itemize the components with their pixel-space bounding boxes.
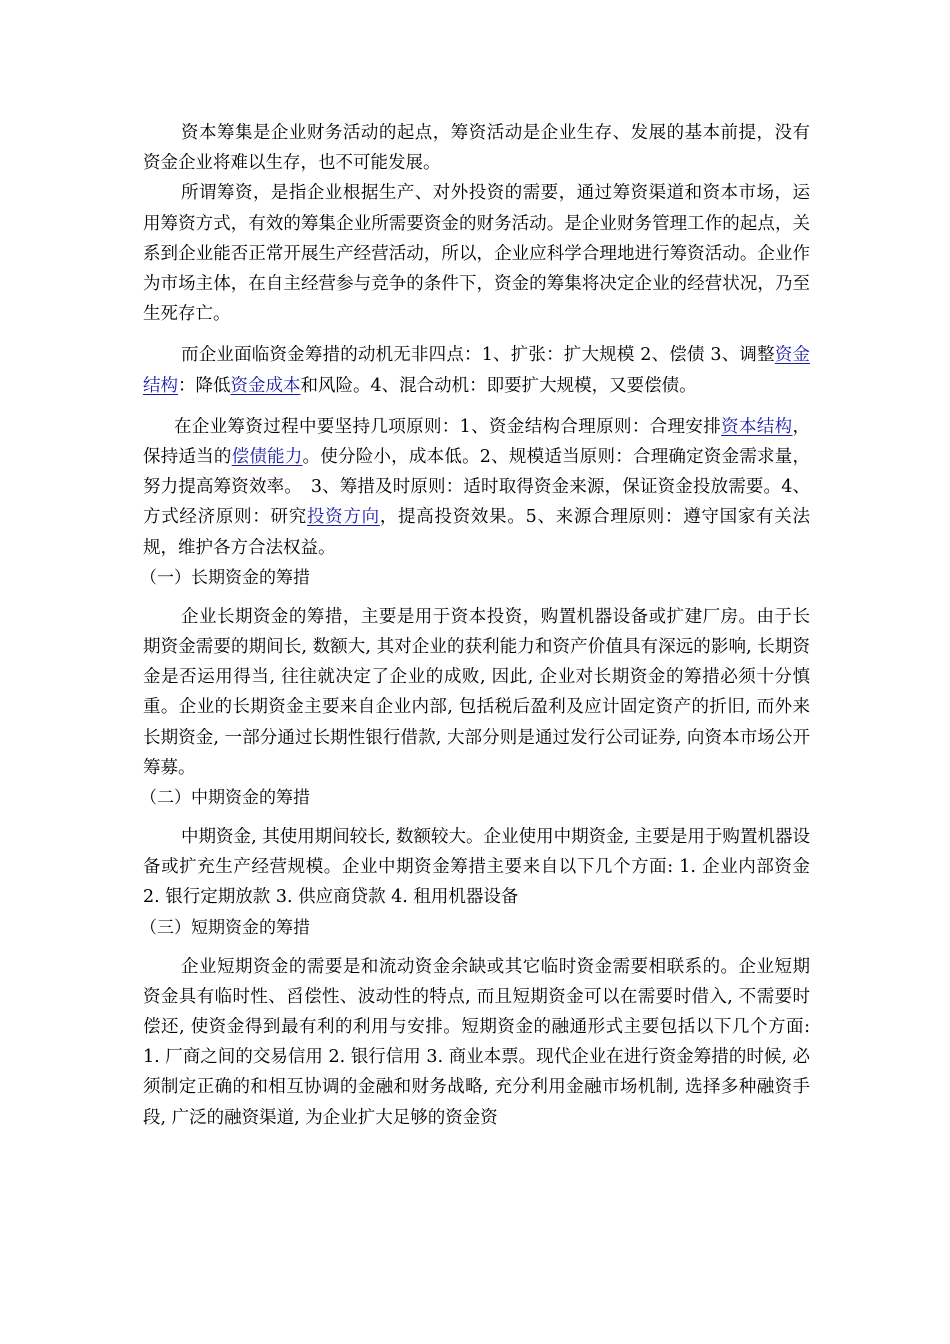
document-body <box>140 118 811 1133</box>
paragraph-long-term: 企业长期资金的筹措，主要是用于资本投资，购置机器设备或扩建厂房。由于长期资金需要的期间长, 数额大, 其对企业的获利能力和资产价值具有深远的影响, 长期资金是否运用得当, 往往就决定了企业的成败, 因此, 企业对长期资金的筹措必须十分慎重。企业的长期资金主要来自企业内部, 包括税后盈利及应计固定资产的折旧, 而外来长期资金, 一部分通过长期性银行借款, 大部分则是通过发行公司证券, 向资本市场公开筹募。 <box>143 606 810 778</box>
motives-text-2: ：降低 <box>178 375 231 396</box>
paragraph-motives <box>143 340 810 400</box>
link-solvency[interactable]: 偿债能力 <box>231 447 303 468</box>
paragraph-principles <box>143 412 810 563</box>
paragraph-short-term: 企业短期资金的需要是和流动资金余缺或其它临时资金需要相联系的。企业短期资金具有临时性、舀偿性、波动性的特点, 而且短期资金可以在需要时借入, 不需要时偿还, 使资金得到最有利的利用与安排。短期资金的融通形式主要包括以下几个方面: 1. 厂商之间的交易信用 2. 银行信用 3. 商业本票。现代企业在进行资金筹措的时候, 必须制定正确的和相互协调的金融和财务战略, 充分利用金融市场机制, 选择多种融资手段, 广泛的融资渠道, 为企业扩大足够的资金资 <box>143 956 810 1128</box>
principles-text-4: ，提高投资效果。5、来源合理原则：遵守国家有关法规，维护各方合法权益。 <box>143 507 810 558</box>
link-capital-structure[interactable]: 资金结构 <box>143 345 811 396</box>
section-heading-long-term: （一）长期资金的筹措 <box>140 567 310 588</box>
paragraph-definition: 所谓筹资，是指企业根据生产、对外投资的需要，通过筹资渠道和资本市场，运用筹资方式，有效的筹集企业所需要资金的财务活动。是企业财务管理工作的起点，关系到企业能否正常开展生产经营活动，所以，企业应科学合理地进行筹资活动。企业作为市场主体，在自主经营参与竞争的条件下，资金的筹集将决定企业的经营状况，乃至生死存亡。 <box>143 183 810 325</box>
link-capital-structure-2[interactable]: 资本结构 <box>721 416 793 437</box>
section-heading-mid-term: （二）中期资金的筹措 <box>140 788 310 809</box>
link-capital-cost[interactable]: 资金成本 <box>230 375 301 396</box>
paragraph-mid-term: 中期资金, 其使用期间较长, 数额较大。企业使用中期资金, 主要是用于购置机器设备或扩充生产经营规模。企业中期资金筹措主要来自以下几个方面: 1. 企业内部资金 2. 银行定期放款 3. 供应商贷款 4. 租用机器设备 <box>143 827 810 908</box>
link-investment-direction[interactable]: 投资方向 <box>306 507 380 528</box>
paragraph-intro: 资本筹集是企业财务活动的起点，筹资活动是企业生存、发展的基本前提，没有资金企业将难以生存，也不可能发展。 <box>143 123 810 174</box>
section-heading-short-term: （三）短期资金的筹措 <box>140 917 310 938</box>
principles-text-2: ，保持适当的 <box>143 416 811 468</box>
motives-text-1: 而企业面临资金筹措的动机无非四点：1、扩张：扩大规模 2、偿债 3、调整 <box>181 345 775 366</box>
motives-text-3: 和风险。4、混合动机：即要扩大规模，又要偿债。 <box>300 375 697 396</box>
principles-text-3: 。使分险小，成本低。2、规模适当原则：合理确定资金需求量，努力提高筹资效率。 3、筹措及时原则：适时取得资金来源，保证资金投放需要。4、方式经济原则：研究 <box>143 447 811 528</box>
principles-text-1: 在企业筹资过程中要坚持几项原则：1、资金结构合理原则：合理安排 <box>174 416 722 437</box>
